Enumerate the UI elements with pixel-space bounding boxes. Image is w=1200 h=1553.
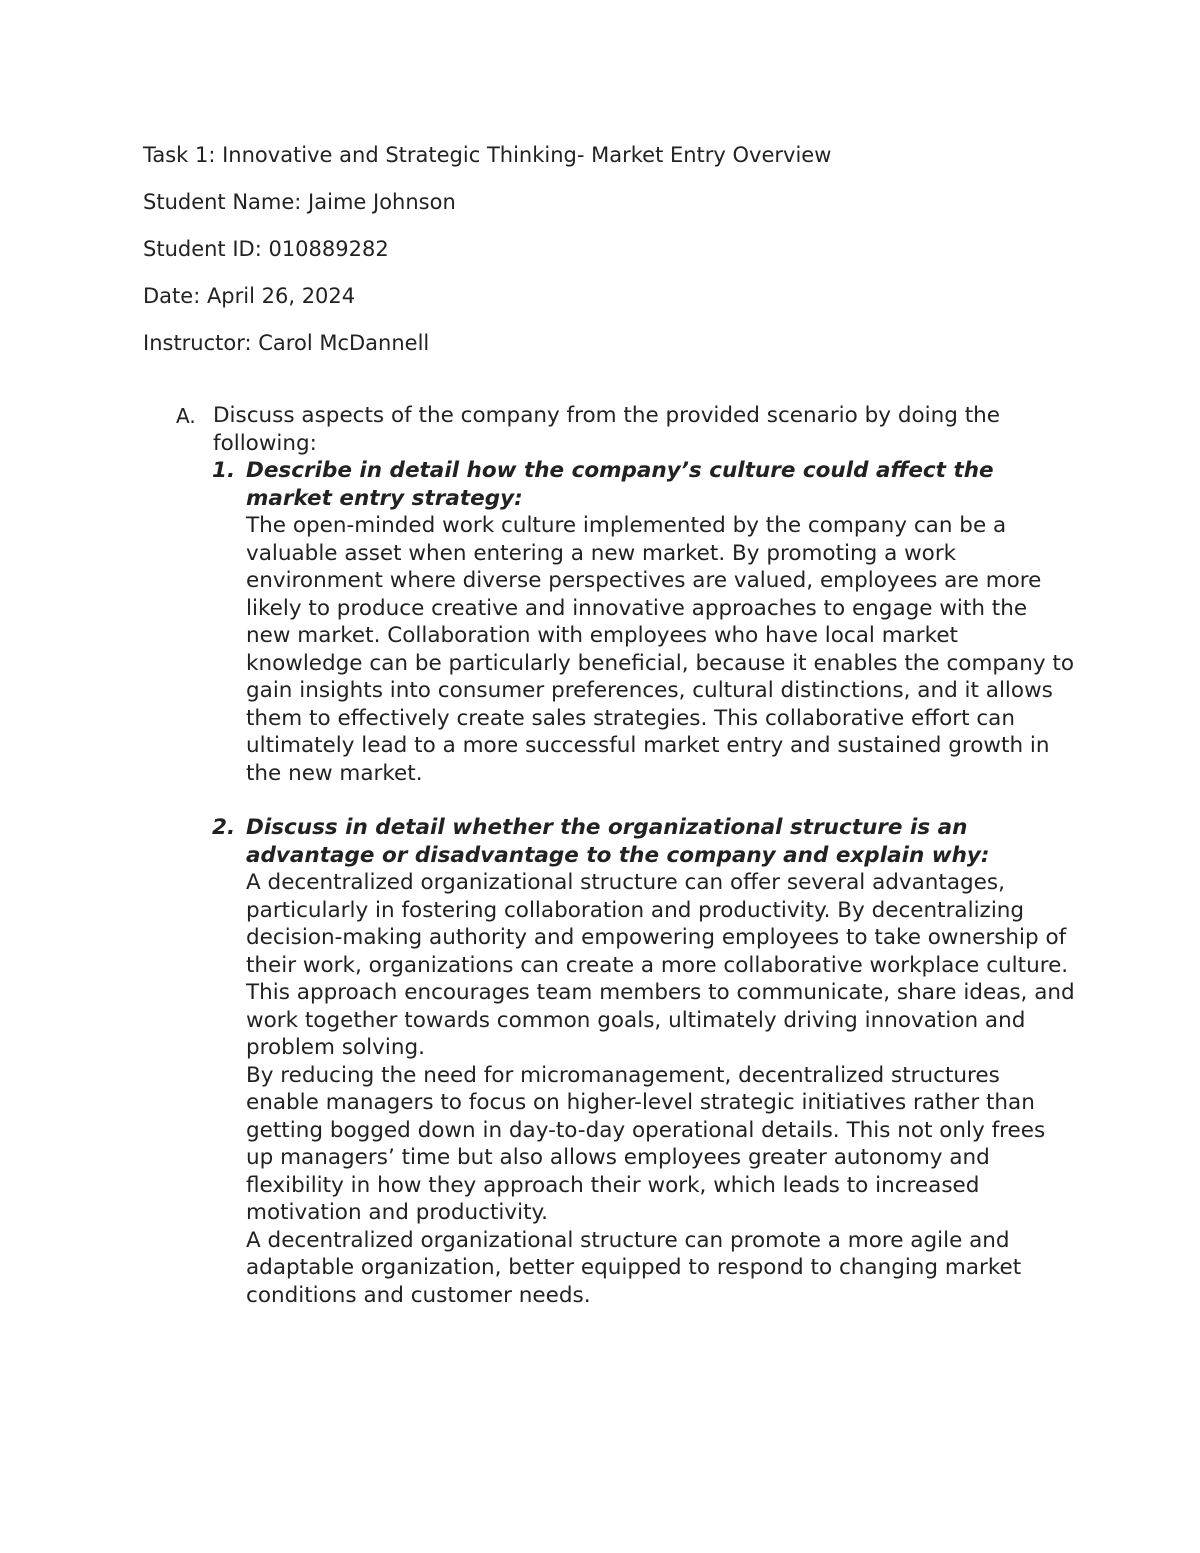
section-a-text: Discuss aspects of the company from the provided scenario by doing the following: xyxy=(213,403,1000,456)
item-heading: Discuss in detail whether the organizational structure is an advantage or disadvantage to the company and explain why: xyxy=(246,815,990,868)
task-title: Task 1: Innovative and Strategic Thinking- Market Entry Overview xyxy=(143,143,832,167)
item-paragraph: A decentralized organizational structure can offer several advantages, particularly in fostering collaboration and productivity. By decentralizing decision-making authority and empowering employees to take ownership of their work, organizations can create a more collaborative workplace culture. This approach encourages team members to communicate, share ideas, and work together towards common goals, ultimately driving innovation and problem solving. xyxy=(246,870,1075,1060)
instructor-line: Instructor: Carol McDannell xyxy=(143,331,430,355)
item-paragraph: By reducing the need for micromanagement, decentralized structures enable managers to focus on higher-level strategic initiatives rather than getting bogged down in day-to-day operational details. This not only frees up managers’ time but also allows employees greater autonomy and flexibility in how they approach their work, which leads to increased motivation and productivity. xyxy=(246,1062,1046,1225)
student-id: Student ID: 010889282 xyxy=(143,237,389,261)
list-item-number: 2. xyxy=(212,815,236,840)
section-a xyxy=(176,402,1076,457)
item-heading: Describe in detail how the company’s culture could affect the market entry strategy: xyxy=(246,458,994,511)
item-paragraph: A decentralized organizational structure can promote a more agile and adaptable organization, better equipped to respond to changing market conditions and customer needs. xyxy=(246,1227,1022,1308)
list-item-number: 1. xyxy=(212,458,236,483)
student-name: Student Name: Jaime Johnson xyxy=(143,190,456,214)
item-paragraph: The open-minded work culture implemented by the company can be a valuable asset when entering a new market. By promoting a work environment where diverse perspectives are valued, employees are more likely to produce creative and innovative approaches to engage with the new market. Collaboration with employees who have local market knowledge can be particularly beneficial, because it enables the company to gain insights into consumer preferences, cultural distinctions, and it allows them to effectively create sales strategies. This collaborative effort can ultimately lead to a more successful market entry and sustained growth in the new market. xyxy=(246,513,1074,786)
list-item-2 xyxy=(212,814,1082,1309)
date-line: Date: April 26, 2024 xyxy=(143,284,356,308)
section-a-marker: A. xyxy=(176,404,196,428)
list-item-1 xyxy=(212,457,1082,787)
